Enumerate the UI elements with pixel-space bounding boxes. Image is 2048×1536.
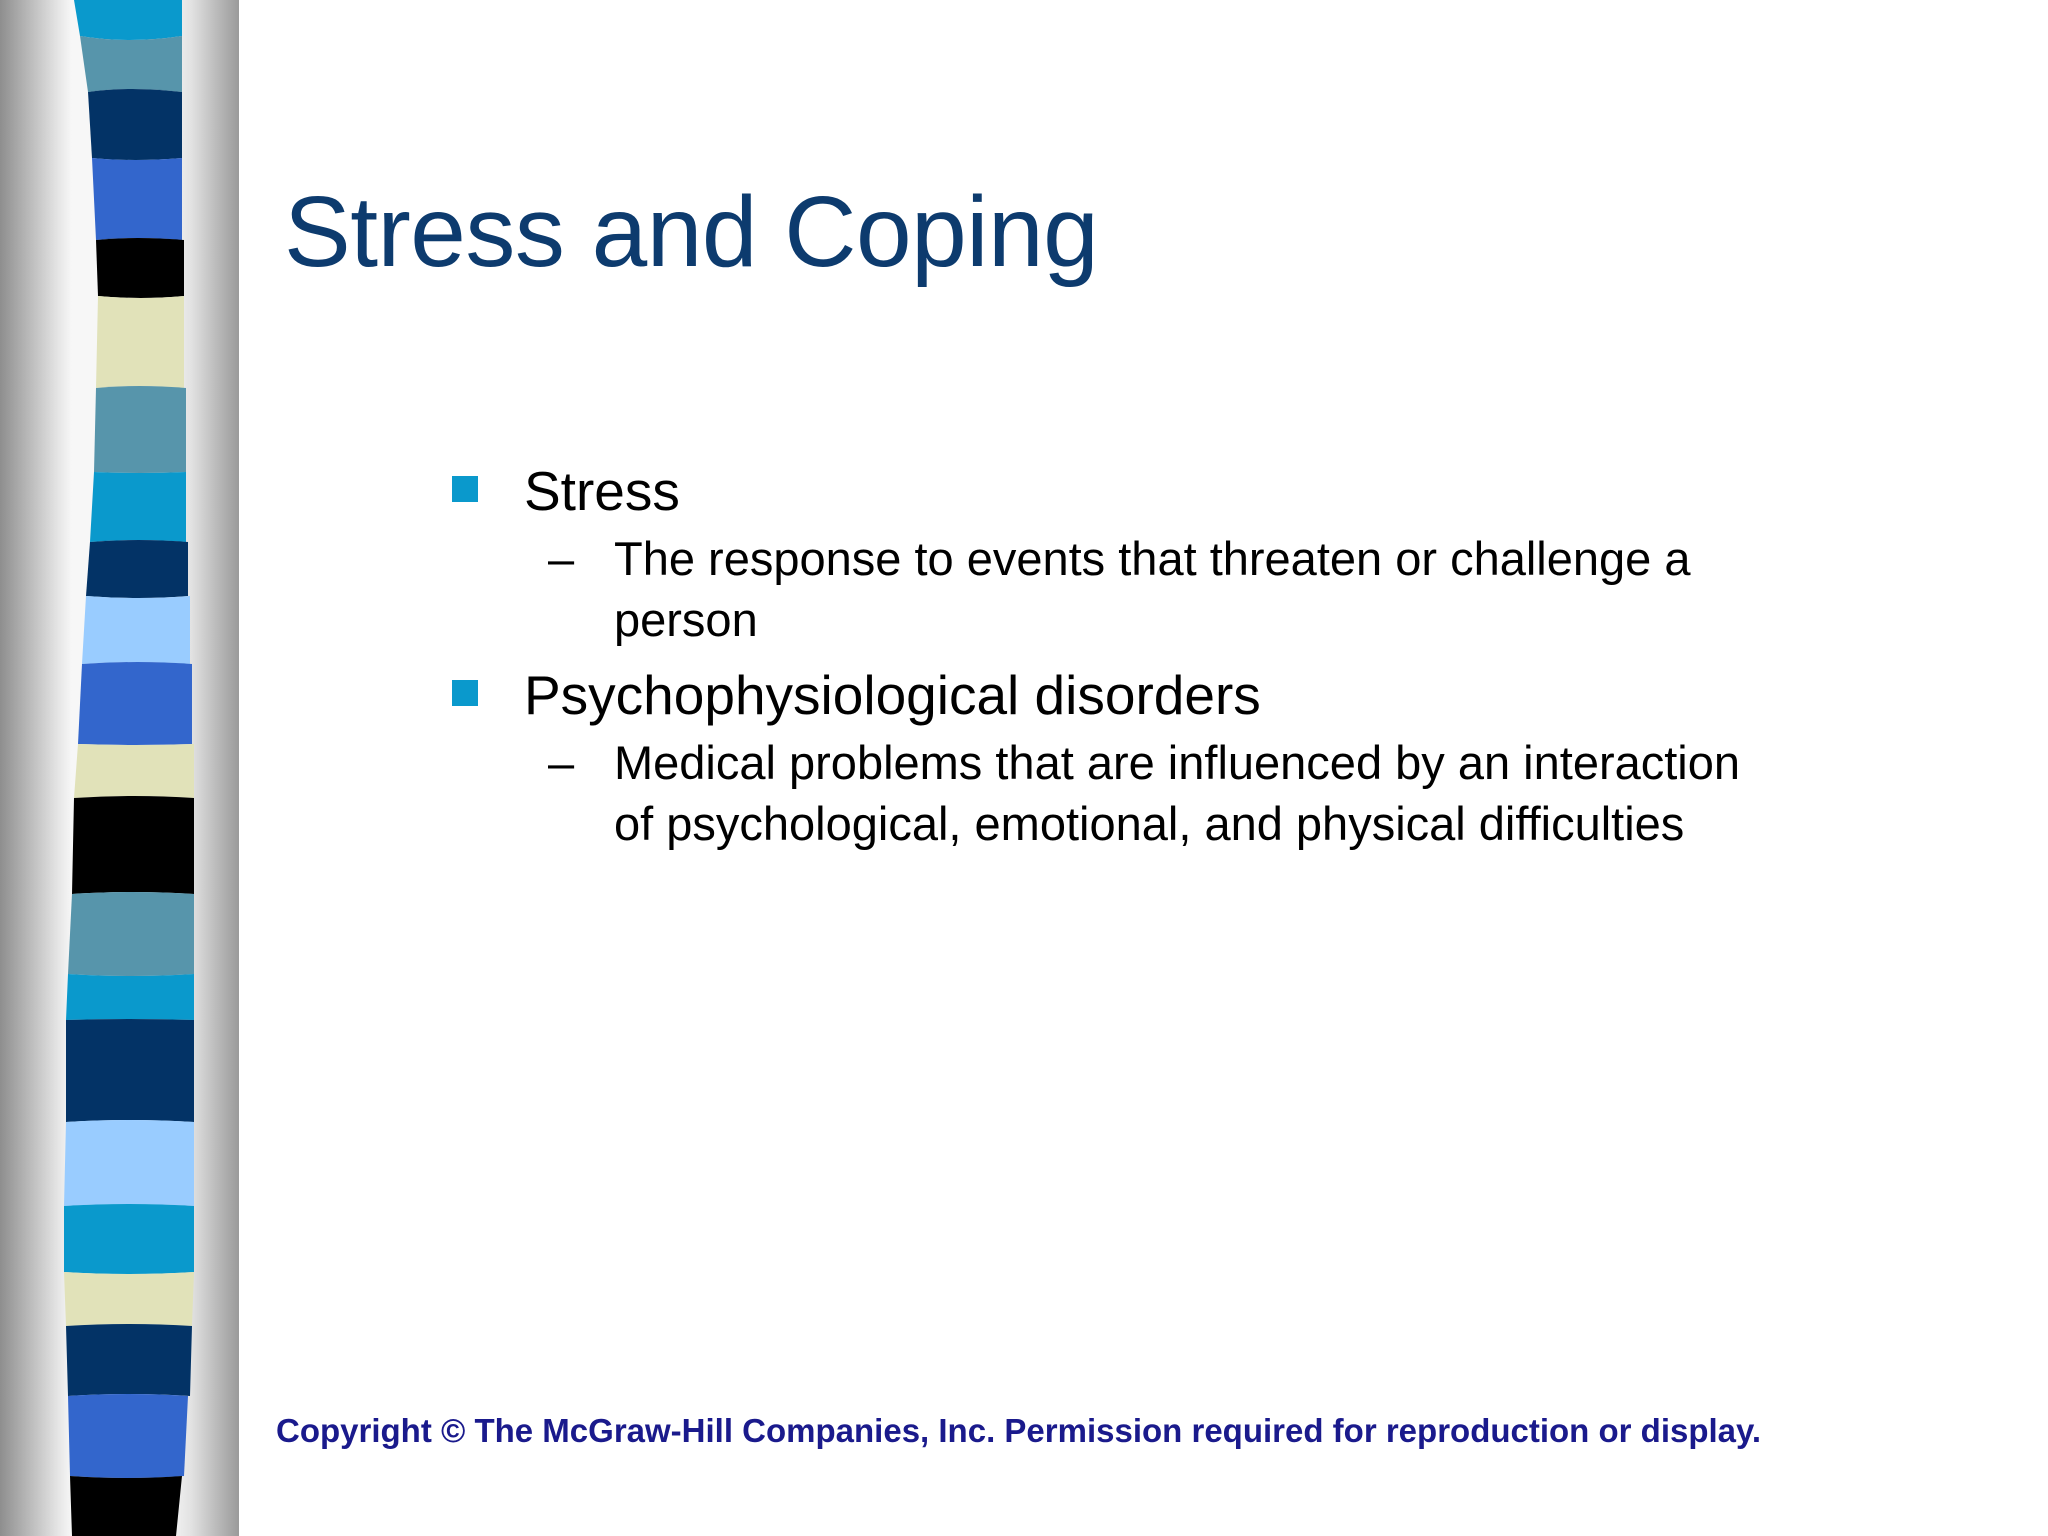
dash-bullet-icon: – <box>548 532 575 585</box>
slide-title: Stress and Coping <box>284 176 1099 288</box>
dash-bullet-icon: – <box>548 736 575 789</box>
sub-bullet-text: The response to events that threaten or challenge a person <box>614 532 1691 646</box>
square-bullet-icon <box>452 680 478 706</box>
sub-bullet-text: Medical problems that are influenced by an interaction of psychological, emotional, and physical difficulties <box>614 736 1741 850</box>
copyright-footer: Copyright © The McGraw-Hill Companies, Inc. Permission required for reproduction or display. <box>276 1412 1762 1449</box>
bullet-item-psychophysiological <box>450 662 1850 728</box>
sub-bullet-stress-definition <box>450 528 1850 650</box>
square-bullet-icon <box>452 476 478 502</box>
decorative-side-bar <box>0 0 239 1536</box>
bullet-label: Stress <box>524 460 680 522</box>
stripe-pattern <box>0 0 239 1536</box>
bullet-list <box>450 458 1850 866</box>
bullet-label: Psychophysiological disorders <box>524 664 1261 726</box>
sub-bullet-psychophysiological-definition <box>450 732 1850 854</box>
bullet-item-stress <box>450 458 1850 524</box>
